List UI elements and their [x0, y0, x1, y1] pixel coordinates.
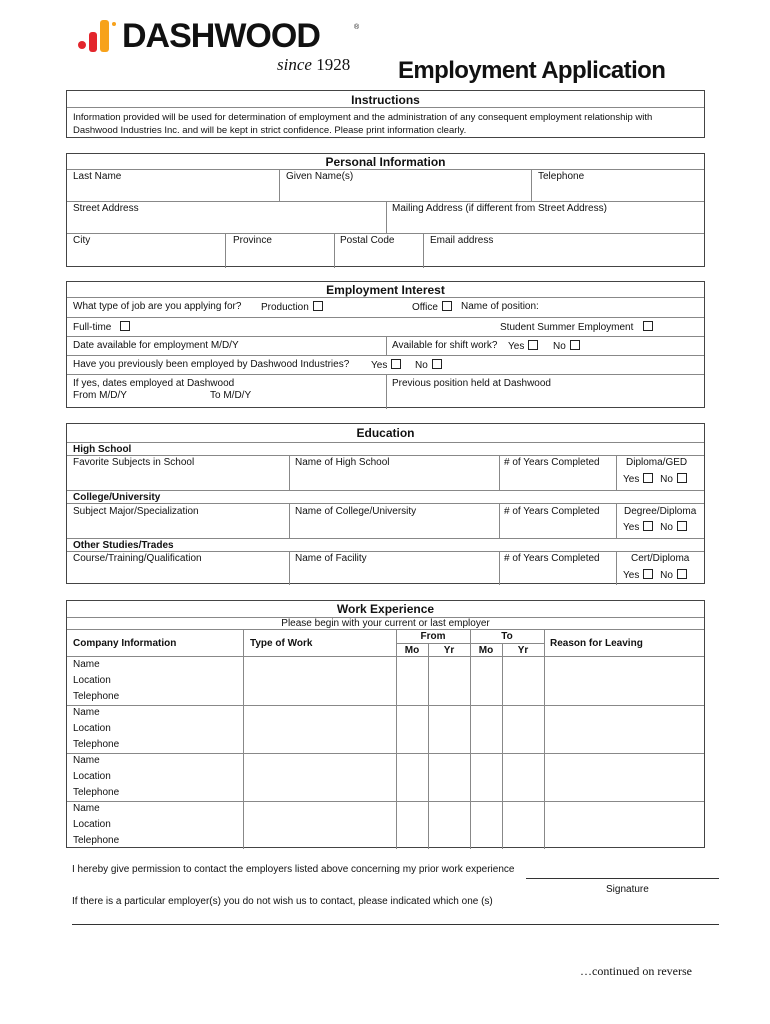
- employer-3-name[interactable]: Name: [73, 755, 100, 766]
- employer-1-telephone[interactable]: Telephone: [73, 691, 120, 702]
- work-experience-subtitle: Please begin with your current or last employer: [281, 618, 490, 629]
- hs-name-field[interactable]: Name of High School: [295, 457, 390, 468]
- hs-diploma-options[interactable]: Yes No: [623, 473, 687, 485]
- other-course-field[interactable]: Course/Training/Qualification: [73, 553, 202, 564]
- shift-work-question: Available for shift work?: [392, 340, 498, 351]
- prev-no-checkbox[interactable]: [432, 359, 442, 369]
- college-heading: College/University: [73, 492, 161, 503]
- postal-code-field[interactable]: Postal Code: [340, 235, 395, 246]
- college-degree-label: Degree/Diploma: [624, 506, 697, 517]
- employer-2-name[interactable]: Name: [73, 707, 100, 718]
- prev-yes-option[interactable]: Yes: [371, 359, 401, 371]
- education-section: [66, 423, 705, 584]
- full-time-option[interactable]: Full-time: [73, 321, 130, 333]
- employer-2-location[interactable]: Location: [73, 723, 111, 734]
- work-experience-section: [66, 600, 705, 848]
- other-cert-label: Cert/Diploma: [631, 553, 690, 564]
- personal-information-section: [66, 153, 705, 267]
- other-yes-checkbox[interactable]: [643, 569, 653, 579]
- signature-label: Signature: [606, 884, 649, 895]
- from-mo-header: Mo: [404, 645, 420, 656]
- other-studies-heading: Other Studies/Trades: [73, 540, 174, 551]
- email-field[interactable]: Email address: [430, 235, 494, 246]
- instructions-section: [66, 90, 705, 138]
- college-no-checkbox[interactable]: [677, 521, 687, 531]
- instructions-text: Information provided will be used for determination of employment and the administration of any consequent employment relationship with Dashwood Industries Inc. and will be kept in strict confidence. Please print information clearly.: [73, 112, 653, 136]
- student-summer-checkbox[interactable]: [643, 321, 653, 331]
- other-facility-field[interactable]: Name of Facility: [295, 553, 367, 564]
- employment-interest-title: Employment Interest: [326, 283, 445, 297]
- student-summer-option[interactable]: Student Summer Employment: [500, 321, 653, 333]
- to-mo-header: Mo: [478, 645, 494, 656]
- college-degree-options[interactable]: Yes No: [623, 521, 687, 533]
- office-option[interactable]: Office: [412, 301, 452, 313]
- mailing-address-field[interactable]: Mailing Address (if different from Street Address): [392, 203, 607, 214]
- production-checkbox[interactable]: [313, 301, 323, 311]
- prev-yes-checkbox[interactable]: [391, 359, 401, 369]
- employer-2-telephone[interactable]: Telephone: [73, 739, 120, 750]
- college-name-field[interactable]: Name of College/University: [295, 506, 417, 517]
- work-experience-title: Work Experience: [336, 602, 435, 616]
- employer-4-telephone[interactable]: Telephone: [73, 835, 120, 846]
- to-header: To: [501, 631, 513, 642]
- employer-1-location[interactable]: Location: [73, 675, 111, 686]
- no-contact-statement: If there is a particular employer(s) you do not wish us to contact, please indicated which one (s): [72, 896, 493, 907]
- dates-employed-label: If yes, dates employed at Dashwood: [73, 378, 235, 389]
- from-date-field[interactable]: From M/D/Y: [73, 390, 127, 401]
- college-yes-checkbox[interactable]: [643, 521, 653, 531]
- hs-diploma-label: Diploma/GED: [626, 457, 688, 468]
- instructions-title: Instructions: [351, 93, 420, 107]
- signature-line[interactable]: [526, 878, 719, 879]
- company-info-header: Company Information: [73, 638, 177, 649]
- full-time-checkbox[interactable]: [120, 321, 130, 331]
- reason-for-leaving-header: Reason for Leaving: [550, 638, 643, 649]
- hs-yes-checkbox[interactable]: [643, 473, 653, 483]
- college-major-field[interactable]: Subject Major/Specialization: [73, 506, 199, 517]
- employer-4-location[interactable]: Location: [73, 819, 111, 830]
- document-title: Employment Application: [398, 57, 666, 84]
- other-no-checkbox[interactable]: [677, 569, 687, 579]
- shift-yes-checkbox[interactable]: [528, 340, 538, 350]
- employment-interest-section: [66, 281, 705, 408]
- other-years-field[interactable]: # of Years Completed: [504, 553, 600, 564]
- shift-no-option[interactable]: No: [553, 340, 580, 352]
- hs-no-checkbox[interactable]: [677, 473, 687, 483]
- position-name-field[interactable]: Name of position:: [461, 301, 539, 312]
- prev-no-option[interactable]: No: [415, 359, 442, 371]
- no-contact-line[interactable]: [72, 924, 719, 925]
- to-yr-header: Yr: [517, 645, 529, 656]
- given-names-field[interactable]: Given Name(s): [286, 171, 354, 182]
- other-cert-options[interactable]: Yes No: [623, 569, 687, 581]
- from-header: From: [420, 631, 446, 642]
- shift-yes-option[interactable]: Yes: [508, 340, 538, 352]
- college-years-field[interactable]: # of Years Completed: [504, 506, 600, 517]
- previously-employed-question: Have you previously been employed by Dashwood Industries?: [73, 359, 350, 370]
- hs-favorite-subjects-field[interactable]: Favorite Subjects in School: [73, 457, 195, 468]
- last-name-field[interactable]: Last Name: [73, 171, 122, 182]
- employer-3-location[interactable]: Location: [73, 771, 111, 782]
- city-field[interactable]: City: [73, 235, 91, 246]
- personal-information-title: Personal Information: [325, 155, 446, 169]
- education-title: Education: [356, 426, 415, 440]
- brand-name: DASHWOOD: [122, 17, 320, 55]
- since-tagline: since 1928: [277, 55, 351, 74]
- continued-note: …continued on reverse: [580, 964, 692, 978]
- permission-statement: I hereby give permission to contact the employers listed above concerning my prior work experience: [72, 864, 515, 875]
- office-checkbox[interactable]: [442, 301, 452, 311]
- employer-4-name[interactable]: Name: [73, 803, 100, 814]
- registered-mark: ®: [354, 24, 360, 31]
- previous-position-field[interactable]: Previous position held at Dashwood: [392, 378, 551, 389]
- employer-1-name[interactable]: Name: [73, 659, 100, 670]
- shift-no-checkbox[interactable]: [570, 340, 580, 350]
- type-of-work-header: Type of Work: [250, 638, 313, 649]
- production-option[interactable]: Production: [261, 301, 323, 313]
- dashwood-logo-mark: [78, 18, 116, 52]
- date-available-field[interactable]: Date available for employment M/D/Y: [73, 340, 239, 351]
- hs-years-field[interactable]: # of Years Completed: [504, 457, 600, 468]
- to-date-field[interactable]: To M/D/Y: [210, 390, 252, 401]
- high-school-heading: High School: [73, 444, 132, 455]
- employer-3-telephone[interactable]: Telephone: [73, 787, 120, 798]
- job-type-question: What type of job are you applying for?: [73, 301, 242, 312]
- street-address-field[interactable]: Street Address: [73, 203, 139, 214]
- telephone-field[interactable]: Telephone: [538, 171, 585, 182]
- province-field[interactable]: Province: [233, 235, 272, 246]
- from-yr-header: Yr: [443, 645, 455, 656]
